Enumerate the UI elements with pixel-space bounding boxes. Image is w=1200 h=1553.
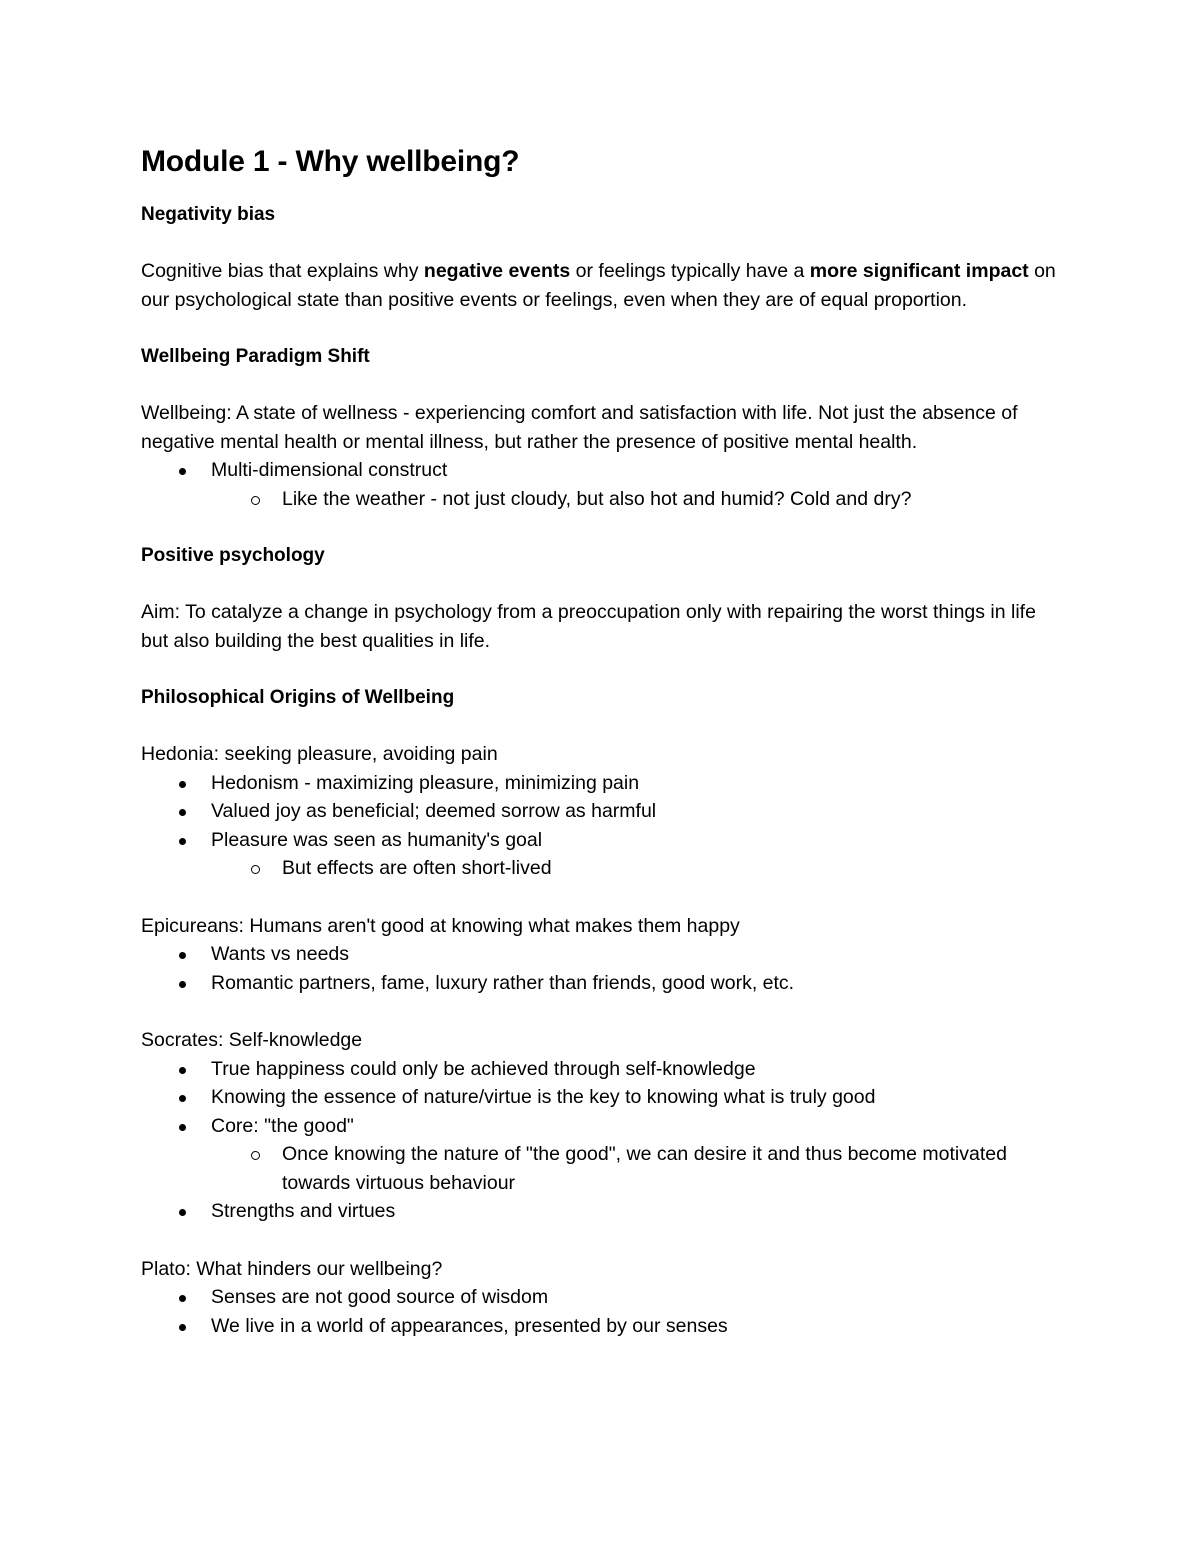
paragraph-epicureans: Epicureans: Humans aren't good at knowing what makes them happy: [141, 914, 740, 937]
bullet-icon: [179, 1095, 186, 1102]
bullet-icon: [179, 838, 186, 845]
bullet-icon: [179, 1295, 186, 1302]
hollow-bullet-icon: [251, 496, 260, 505]
list-subitem: Once knowing the nature of "the good", we can desire it and thus become motivated towards virtuous behaviour: [141, 1140, 1061, 1197]
list-item: True happiness could only be achieved through self-knowledge: [141, 1055, 1061, 1084]
list-item: Hedonism - maximizing pleasure, minimizing pain: [141, 769, 1061, 798]
list-item: Strengths and virtues: [141, 1197, 1061, 1226]
heading-paradigm-shift: Wellbeing Paradigm Shift: [141, 346, 370, 367]
list-paradigm: [141, 456, 1061, 513]
hollow-bullet-icon: [251, 1151, 260, 1160]
document-page: [141, 138, 1061, 1340]
list-item: We live in a world of appearances, presented by our senses: [141, 1312, 1061, 1341]
list-plato: [141, 1283, 1061, 1340]
bullet-icon: [179, 468, 186, 475]
list-item: Multi-dimensional construct: [141, 456, 1061, 485]
bullet-icon: [179, 1067, 186, 1074]
bullet-icon: [179, 809, 186, 816]
list-item: Valued joy as beneficial; deemed sorrow as harmful: [141, 797, 1061, 826]
list-subitem: But effects are often short-lived: [141, 854, 1061, 883]
document-title: Module 1 - Why wellbeing?: [141, 145, 520, 178]
list-subitem: Like the weather - not just cloudy, but also hot and humid? Cold and dry?: [141, 485, 1061, 514]
paragraph-plato: Plato: What hinders our wellbeing?: [141, 1257, 443, 1280]
list-item: Knowing the essence of nature/virtue is the key to knowing what is truly good: [141, 1083, 1061, 1112]
bullet-icon: [179, 781, 186, 788]
list-epicureans: [141, 940, 1061, 997]
list-hedonia: [141, 769, 1061, 883]
list-item: Wants vs needs: [141, 940, 1061, 969]
list-item: Senses are not good source of wisdom: [141, 1283, 1061, 1312]
paragraph-socrates: Socrates: Self-knowledge: [141, 1029, 363, 1051]
paragraph-wellbeing-definition: Wellbeing: A state of wellness - experiencing comfort and satisfaction with life. Not just the absence of negative mental health or mental illness, but rather the presence of positive mental health.: [141, 402, 1018, 453]
hollow-bullet-icon: [251, 865, 260, 874]
heading-negativity-bias: Negativity bias: [141, 204, 276, 225]
paragraph-hedonia: Hedonia: seeking pleasure, avoiding pain: [141, 743, 498, 765]
heading-positive-psychology: Positive psychology: [141, 545, 325, 566]
paragraph-positive-psychology: Aim: To catalyze a change in psychology from a preoccupation only with repairing the worst things in life but also building the best qualities in life.: [141, 601, 1036, 652]
bullet-icon: [179, 1324, 186, 1331]
heading-philosophical-origins: Philosophical Origins of Wellbeing: [141, 687, 455, 708]
list-item: Romantic partners, fame, luxury rather than friends, good work, etc.: [141, 969, 1061, 998]
list-item: Core: "the good": [141, 1112, 1061, 1141]
list-item: Pleasure was seen as humanity's goal: [141, 826, 1061, 855]
bullet-icon: [179, 952, 186, 959]
paragraph-negativity-bias: Cognitive bias that explains why negative events or feelings typically have a more significant impact on our psychological state than positive events or feelings, even when they are of equal proportion.: [141, 260, 1056, 311]
list-socrates: [141, 1055, 1061, 1226]
bullet-icon: [179, 1124, 186, 1131]
bullet-icon: [179, 981, 186, 988]
bullet-icon: [179, 1209, 186, 1216]
